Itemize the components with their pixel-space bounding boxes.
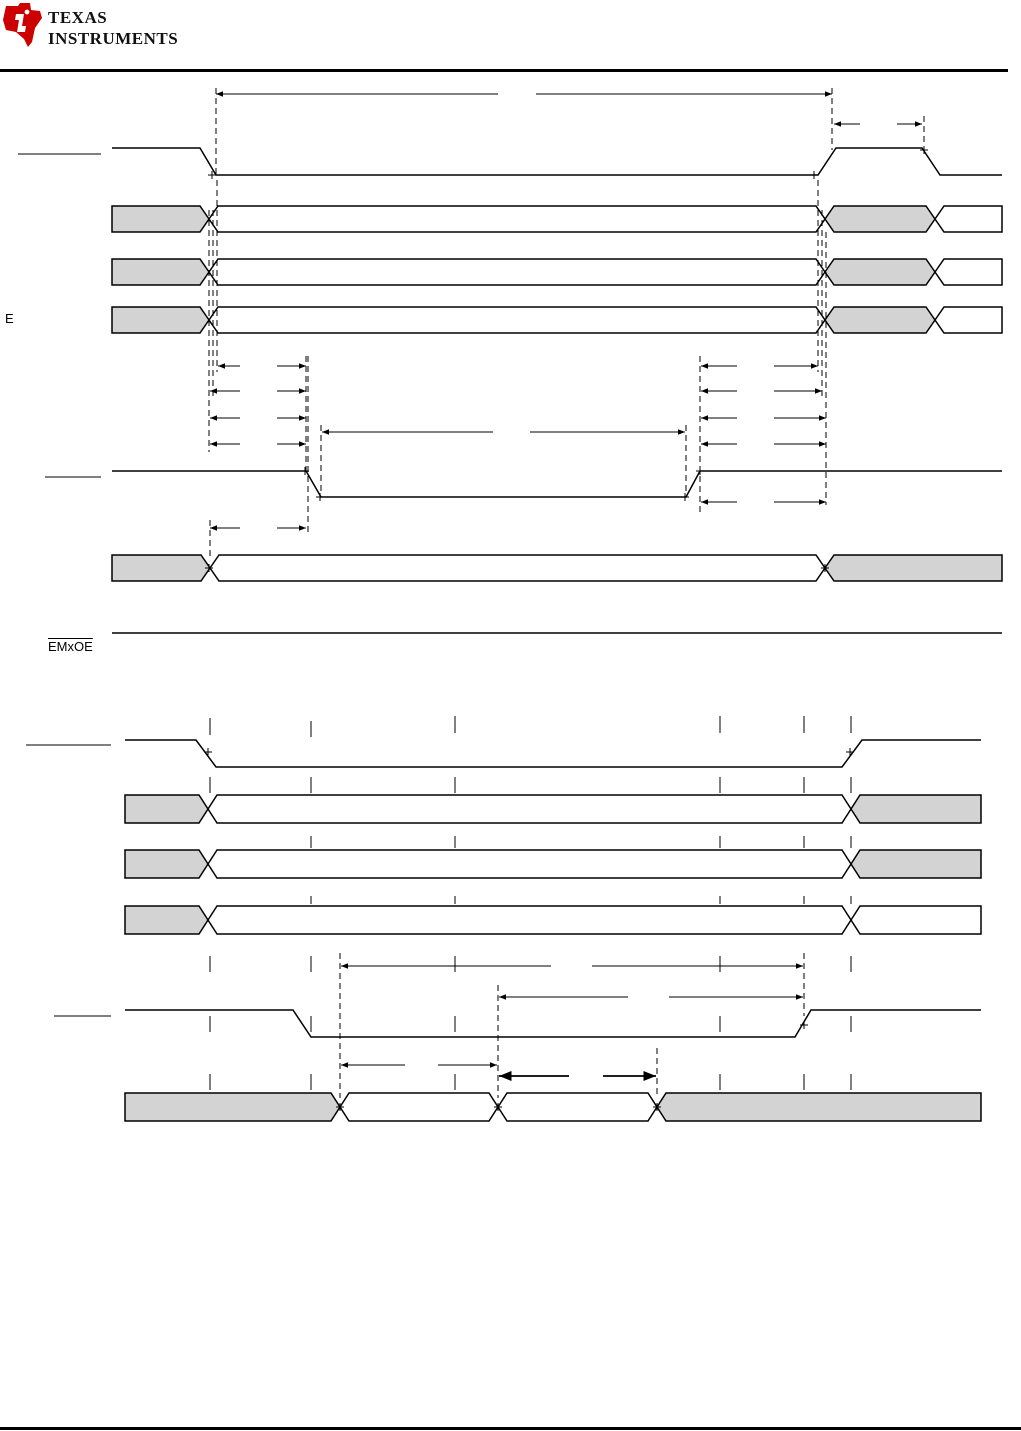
bus-row [112,206,1002,232]
bus-valid-segment [208,850,851,878]
strobe-waveform [112,471,1002,497]
bus-valid-segment [210,555,825,581]
bus-invalid-segment [125,906,208,934]
bus-valid-segment [208,795,851,823]
bus-invalid-segment [125,850,208,878]
bus-invalid-segment [657,1093,981,1121]
bus-valid-segment [208,906,851,934]
bus-invalid-segment [825,307,935,333]
ti-logo [2,2,202,52]
bus-invalid-segment [825,206,935,232]
page-header [0,0,1021,72]
bus-invalid-segment [112,206,209,232]
bus-valid-segment [209,259,825,285]
bus-invalid-segment [825,259,935,285]
bus-open-segment [935,307,1002,333]
bus-open-segment [935,206,1002,232]
bus-valid-segment [340,1093,498,1121]
bus-invalid-segment [125,1093,340,1121]
bus-row [112,307,1002,333]
brand-line-2: INSTRUMENTS [48,29,179,48]
bus-invalid-segment [851,795,981,823]
bus-invalid-segment [125,795,208,823]
data-bus-row-lower [125,1093,981,1121]
bus-row [125,850,981,878]
bus-invalid-segment [851,850,981,878]
footer-rule [0,1427,1021,1430]
cs-waveform [112,148,1002,175]
bus-invalid-segment [825,555,1002,581]
bus-valid-segment [209,307,825,333]
bus-valid-segment [498,1093,657,1121]
bus-invalid-segment [112,259,209,285]
bus-invalid-segment [112,555,210,581]
bus-open-segment [935,259,1002,285]
lower-timing-diagram [26,716,981,1121]
bus-invalid-segment [112,307,209,333]
bus-row [125,795,981,823]
brand-line-1: TEXAS [48,8,108,27]
signal-label-e: E [5,311,14,326]
strobe-waveform-lower [125,1010,981,1037]
bus-row [112,259,1002,285]
bus-open-segment [851,906,981,934]
data-bus-row [112,555,1002,581]
cs-waveform-lower [125,740,981,767]
timing-diagram [0,72,1021,1172]
bus-row [125,906,981,934]
signal-label-emxoe: EMxOE [48,639,93,654]
ti-logo-icon [2,2,46,48]
bus-valid-segment [209,206,825,232]
upper-timing-diagram [18,88,1002,633]
